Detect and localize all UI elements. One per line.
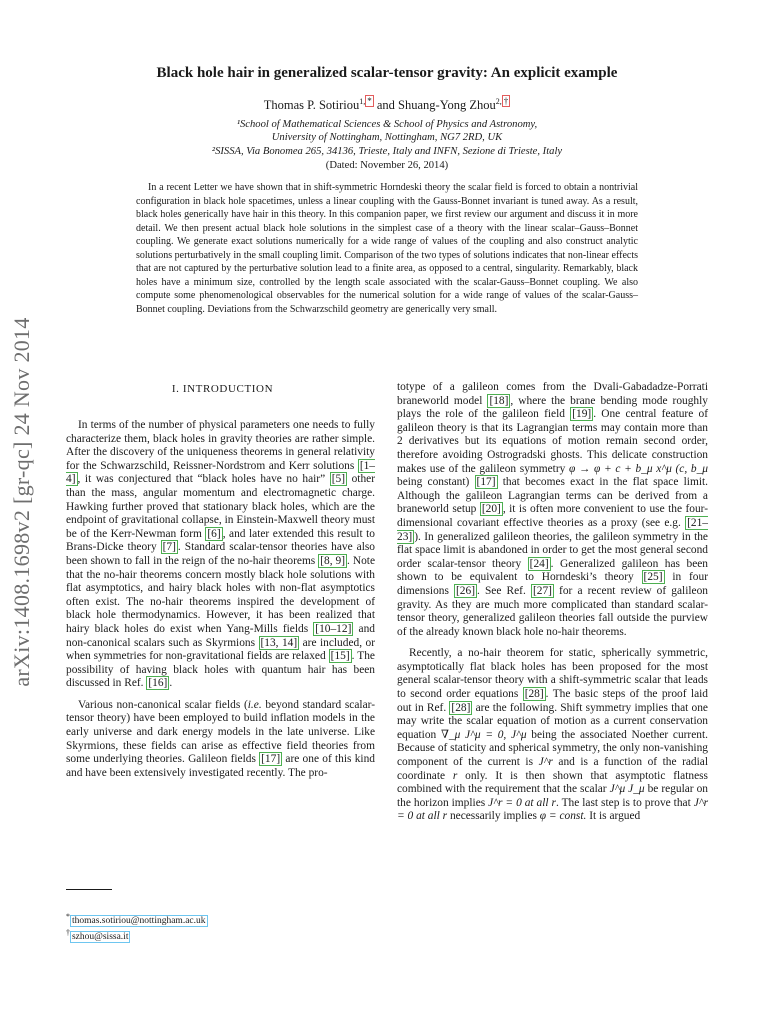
- citation-link[interactable]: [15]: [330, 650, 350, 663]
- inline-math: J^r: [538, 756, 553, 769]
- inline-math: J^r = 0 at all r: [488, 796, 556, 809]
- citation-link[interactable]: [26]: [456, 584, 475, 597]
- arxiv-identifier-text: arXiv:1408.1698v2 [gr-qc] 24 Nov 2014: [9, 317, 34, 687]
- citation-link[interactable]: [20]: [481, 503, 501, 516]
- email-link-1[interactable]: thomas.sotiriou@nottingham.ac.uk: [71, 916, 206, 927]
- affiliation-line-3: ²SISSA, Via Bonomea 265, 34136, Trieste, Italy and INFN, Sezione di Trieste, Italy: [211, 146, 563, 157]
- footnote-2: † szhou@sissa.it: [66, 928, 129, 943]
- citation-link[interactable]: [10–12]: [315, 622, 352, 635]
- right-column: [397, 381, 708, 832]
- author-1-name: Thomas P. Sotiriou: [263, 98, 360, 113]
- inline-math: ∇_μ J^μ = 0, J^μ: [440, 728, 527, 741]
- dated-line: (Dated: November 26, 2014): [325, 160, 449, 171]
- arxiv-identifier-stamp: [2, 284, 42, 720]
- citation-link[interactable]: [8, 9]: [320, 554, 346, 567]
- author-conjunction: and: [373, 98, 399, 113]
- citation-link[interactable]: [17]: [476, 476, 496, 489]
- citation-link[interactable]: [28]: [524, 688, 544, 701]
- footnote-rule: [66, 889, 112, 890]
- citation-link[interactable]: [28]: [451, 701, 471, 714]
- affiliation-line-1: ¹School of Mathematical Sciences & School of Physics and Astronomy,: [236, 119, 538, 130]
- left-column: [66, 419, 375, 788]
- citation-link[interactable]: [25]: [643, 571, 663, 584]
- footnote-1: * thomas.sotiriou@nottingham.ac.uk: [66, 912, 206, 927]
- paper-title: Black hole hair in generalized scalar-tensor gravity: An explicit example: [156, 65, 618, 81]
- citation-link[interactable]: [27]: [532, 584, 552, 597]
- citation-link[interactable]: [17]: [261, 753, 281, 766]
- citation-link[interactable]: [7]: [162, 541, 176, 554]
- inline-math: φ → φ + c + b_μ x^μ (c, b_μ: [569, 462, 708, 475]
- citation-link[interactable]: [1–4]: [66, 459, 375, 486]
- author-2-superscript: 2,: [495, 97, 502, 106]
- citation-link[interactable]: [5]: [331, 473, 346, 486]
- footnotes: [66, 911, 366, 943]
- citation-link[interactable]: [24]: [529, 557, 549, 570]
- affiliation-line-2: University of Nottingham, Nottingham, NG7 2RD, UK: [271, 132, 503, 143]
- inline-math: J^r = 0 at all r: [397, 796, 708, 823]
- citation-link[interactable]: [13, 14]: [260, 636, 298, 649]
- inline-math: r: [452, 769, 458, 782]
- inline-math: J^μ J_μ: [609, 783, 645, 796]
- right-paragraph-2: Recently, a no-hair theorem for static, spherically symmetric, asymptotically flat black holes has been proposed for the most general scalar-tensor theory with a shift-symmetric scalar that leads to second order equations [28] . The basic steps of the proof laid out in Ref. [28] are the following. Shift symmetry implies that one may write the scalar equation of motion as a current conservation equation ∇_μ J^μ = 0, J^μ being the associated Noether current. Because of staticity and spherical symmetry, the only non-vanishing component of the current is J^r and is a function of the radial coordinate r only. It is then shown that asymptotic flatness combined with the requirement that the scalar J^μ J_μ be regular on the horizon implies J^r = 0 at all r. The last step is to prove that J^r = 0 at all r necessarily implies φ = const. It is argued: [397, 647, 709, 823]
- citation-link[interactable]: [16]: [148, 677, 168, 690]
- author-2-name: Shuang-Yong Zhou: [398, 98, 496, 113]
- author-1-superscript: 1,: [359, 97, 366, 106]
- left-paragraph-2: Various non-canonical scalar fields (i.e. beyond standard scalar-tensor theory) have been employed to build inflation models in the early universe and dark energy models in the late universe. Like Skyrmions, these fields can arise as effective field theories from some underlying theories. Galileon fields [17] are one of this kind and have been extensively investigated recently. The pro-: [66, 698, 375, 779]
- section-heading-introduction: I. INTRODUCTION: [171, 383, 274, 395]
- author-2-footnote-link[interactable]: †: [503, 96, 509, 106]
- email-link-2[interactable]: szhou@sissa.it: [71, 932, 129, 943]
- citation-link[interactable]: [18]: [489, 394, 509, 407]
- citation-link[interactable]: [19]: [572, 408, 592, 421]
- citation-link[interactable]: [6]: [207, 527, 221, 540]
- abstract: In a recent Letter we have shown that in shift-symmetric Horndeski theory the scalar field is forced to obtain a nontrivial configuration in black hole spacetimes, unless a linear coupling with the Gauss-Bonnet invariant is tuned away. As a result, black holes generically have hair in this theory. In this companion paper, we first review our argument and discuss it in more detail. We then present actual black hole solutions in the simplest case of a theory with the linear scalar–Gauss–Bonnet coupling. We generate exact solutions numerically for a wide range of values of the coupling and also construct analytic solutions perturbatively in the small coupling limit. Comparison of the two types of solutions indicates that non-linear effects that are not captured by the perturbative solution lead to a finite area, as opposed to a central, singularity. Remarkably, black holes have a minimum size, controlled by the length scale associated with the scalar-Gauss–Bonnet coupling. We also compute some phenomenological observables for the numerical solution for a wide range of values of the scalar-Gauss–Bonnet coupling. Deviations from the Schwarzschild geometry are generically very small.: [136, 182, 638, 315]
- citation-link[interactable]: [21–23]: [397, 516, 708, 543]
- right-paragraph-1: totype of a galileon comes from the Dvali-Gabadadze-Porrati braneworld model [18] , where the brane bending mode roughly plays the role of the galileon field [19] . One central feature of galileon theory is that its Lagrangian terms may contain more than 2 derivatives but its equations of motion remain second order, therefore avoiding Ostrogradski ghosts. This delicate construction makes use of the galileon symmetry φ → φ + c + b_μ x^μ (c, b_μ being constant) [17] that becomes exact in the flat space limit. Although the galileon Lagrangian terms can be derived from a braneworld setup [20] , it is often more convenient to use the four-dimensional covariant effective theories as a proxy (see e.g. [21–23] ). In generalized galileon theories, the galileon symmetry in the flat space limit is abandoned in order to get the most general second order scalar-tensor theory [24] . Generalized galileon has been shown to be equivalent to Horndeski’s theory [25] in four dimensions [26] . See Ref. [27] for a recent review of galileon gravity. As they are much more complicated than standard scalar-tensor theory, generalized galileon theories fall outside the purview of the already known black hole no-hair theorems.: [397, 381, 709, 638]
- left-paragraph-1: In terms of the number of physical parameters one needs to fully characterize them, black holes in gravity theories are rather simple. After the discovery of the uniqueness theorems in general relativity for the Schwarzschild, Reissner-Nordstrom and Kerr solutions [1–4] , it was conjectured that “black holes have no hair” [5] other than the mass, angular momentum and electromagnetic charge. Hawking further proved that stationary black holes, which are the endpoint of gravitational collapse, in Einstein-Maxwell theory must be of the Kerr-Newman form [6] , and later extended this result to Brans-Dicke theory [7] . Standard scalar-tensor theories have also been shown to fall in the reign of the no-hair theorems [8, 9] . Note that the no-hair theorems concern mostly black hole solutions with flat asymptotics, and hairy black holes with non-flat asymptotics often exist. The no-hair theorems inspired the development of black hole thermodynamics. However, it has been realized that hairy black holes do exist when Yang-Mills fields [10–12] and non-canonical scalars such as Skyrmions [13, 14] are included, or when symmetries for non-gravitational fields are relaxed [15] . The possibility of having black holes with quantum hair has been discussed in Ref. [16] .: [66, 419, 375, 690]
- author-line: [70, 97, 704, 113]
- author-1-footnote-link[interactable]: *: [367, 96, 372, 106]
- inline-math: φ = const.: [539, 810, 587, 823]
